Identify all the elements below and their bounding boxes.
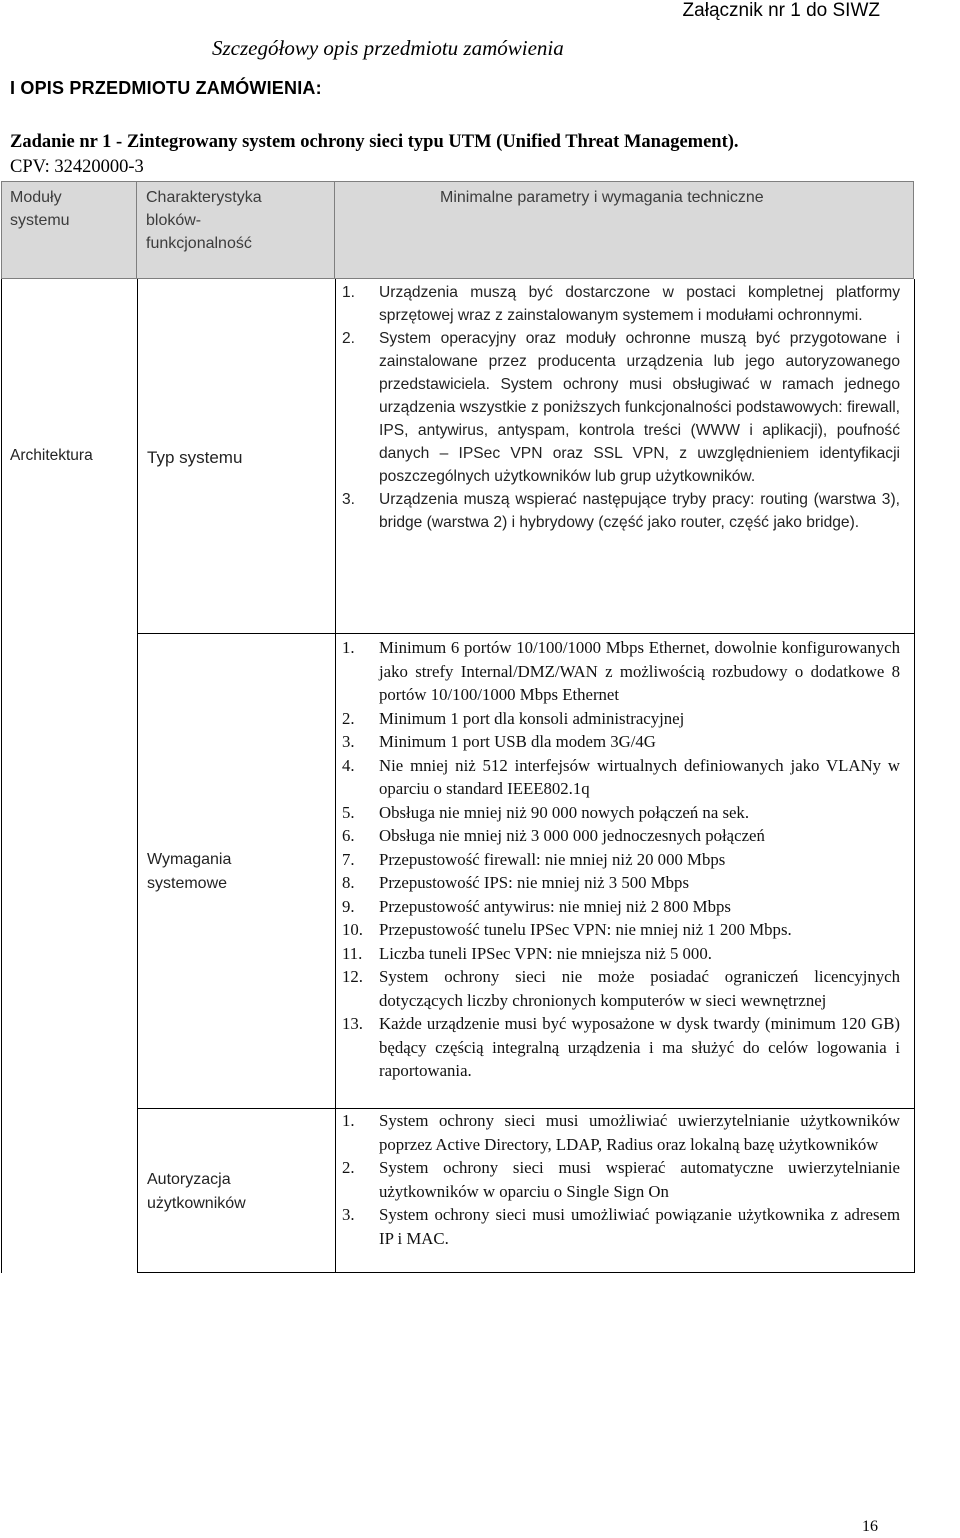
item-number: 6. (342, 826, 355, 845)
item-text: System operacyjny oraz moduły ochronne muszą być przygotowane i zainstalowane przez producenta urządzenia lub jego autoryzowanego przedstawiciela. System ochrony musi obsługiwać w ramach jednego urządzenia wszystkie z poniższych funkcjonalności podstawowych: firewall, IPS, antywirus, antyspam, kontrola treści (WWW i aplikacji), poufność danych – IPSec VPN oraz SSL VPN, z uwzględnieniem identyfikacji poszczególnych użytkowników lub grup użytkowników. (379, 330, 900, 485)
item-number: 2. (342, 708, 355, 728)
item-number: 1. (342, 1111, 355, 1130)
list-item (342, 918, 900, 942)
list-item (342, 942, 900, 966)
item-text: Obsługa nie mniej niż 90 000 nowych połączeń na sek. (379, 802, 750, 822)
list-item (342, 801, 900, 825)
item-text: System ochrony sieci musi wspierać automatyczne uwierzytelnianie użytkowników w oparciu o Single Sign On (379, 1158, 900, 1201)
item-text: Przepustowość IPS: nie mniej niż 3 500 Mbps (379, 873, 689, 892)
list-item (342, 1109, 900, 1156)
block-user-authorization: Autoryzacja użytkowników (147, 1171, 246, 1212)
list-item (342, 824, 900, 848)
item-text: System ochrony sieci musi umożliwiać uwierzytelnianie użytkowników poprzez Active Directory, LDAP, Radius oraz lokalną bazę użytkowników (379, 1111, 900, 1154)
list-item (342, 327, 900, 488)
item-text: Obsługa nie mniej niż 3 000 000 jednoczesnych połączeń (379, 826, 765, 845)
header-divider (334, 181, 335, 279)
item-number: 3. (342, 491, 356, 508)
list-item (342, 707, 900, 731)
document-title: Szczegółowy opis przedmiotu zamówienia (212, 36, 564, 60)
list-item (342, 1203, 900, 1250)
list-item (342, 1012, 900, 1083)
item-text: Każde urządzenie musi być wyposażone w dysk twardy (minimum 120 GB) będący częścią integralną urządzenia i ma służyć do celów logowania i raportowania. (379, 1014, 900, 1080)
list-item (342, 871, 900, 895)
item-number: 1. (342, 638, 355, 657)
item-text: Urządzenia muszą być dostarczone w postaci kompletnej platformy sprzętowej wraz z zainstalowanym systemem i modułami ochronnymi. (379, 284, 900, 324)
item-number: 3. (342, 1205, 355, 1224)
item-number: 2. (342, 1158, 355, 1177)
task-title: Zadanie nr 1 - Zintegrowany system ochrony sieci typu UTM (Unified Threat Management). (10, 132, 739, 152)
header-characteristics: Charakterystyka bloków-funkcjonalność (146, 189, 262, 252)
list-item (342, 281, 900, 327)
item-number: 7. (342, 849, 355, 869)
section-title: I OPIS PRZEDMIOTU ZAMÓWIENIA: (10, 78, 322, 98)
item-text: Minimum 1 port USB dla modem 3G/4G (379, 732, 656, 751)
item-text: Przepustowość firewall: nie mniej niż 20 000 Mbps (379, 849, 726, 869)
item-number: 9. (342, 896, 355, 916)
header-parameters: Minimalne parametry i wymagania techniczne (440, 189, 764, 206)
item-number: 11. (342, 943, 363, 963)
table-border-left (1, 279, 2, 1273)
item-number: 8. (342, 873, 355, 892)
module-architecture: Architektura (10, 447, 93, 464)
item-number: 5. (342, 802, 355, 822)
table-divider (335, 279, 336, 1273)
table-divider (137, 279, 138, 1273)
item-text: Przepustowość antywirus: nie mniej niż 2 800 Mbps (379, 896, 731, 916)
item-text: Nie mniej niż 512 interfejsów wirtualnych definiowanych jako VLANy w oparciu o standard IEEE802.1q (379, 755, 900, 798)
list-item (342, 965, 900, 1012)
item-text: Minimum 6 portów 10/100/1000 Mbps Ethernet, dowolnie konfigurowanych jako strefy Internal/DMZ/WAN z możliwością rozbudowy o dodatkowe 8 portów 10/100/1000 Mbps Ethernet (379, 638, 900, 704)
header-divider (136, 181, 137, 279)
annex-label: Załącznik nr 1 do SIWZ (682, 0, 880, 21)
item-text: Urządzenia muszą wspierać następujące tryby pracy: routing (warstwa 3), bridge (warstwa 2) i hybrydowy (część jako router, część jako bridge). (379, 491, 900, 531)
item-text: Liczba tuneli IPSec VPN: nie mniejsza niż 5 000. (379, 943, 712, 963)
item-text: System ochrony sieci nie może posiadać ograniczeń licencyjnych dotyczących liczby chronionych komputerów w sieci wewnętrznej (379, 967, 900, 1010)
list-item (342, 895, 900, 919)
item-number: 12. (342, 967, 363, 986)
user-authorization-list (342, 1109, 900, 1250)
list-item (342, 488, 900, 534)
item-number: 10. (342, 920, 363, 939)
item-number: 13. (342, 1014, 363, 1033)
list-item (342, 1156, 900, 1203)
cpv-code: CPV: 32420000-3 (10, 157, 144, 177)
header-modules: Moduły systemu (10, 189, 70, 229)
page-number: 16 (862, 1518, 878, 1535)
block-system-type: Typ systemu (147, 448, 243, 467)
item-text: System ochrony sieci musi umożliwiać powiązanie użytkownika z adresem IP i MAC. (379, 1205, 900, 1248)
item-number: 2. (342, 330, 356, 347)
item-number: 3. (342, 732, 355, 751)
list-item (342, 636, 900, 707)
item-number: 4. (342, 755, 355, 775)
list-item (342, 730, 900, 754)
item-number: 1. (342, 284, 356, 301)
system-type-list (342, 281, 900, 534)
table-border-bottom (137, 1272, 915, 1273)
list-item (342, 754, 900, 801)
list-item (342, 848, 900, 872)
block-system-requirements: Wymagania systemowe (147, 851, 232, 892)
item-text: Przepustowość tunelu IPSec VPN: nie mniej niż 1 200 Mbps. (379, 920, 792, 939)
system-requirements-list (342, 636, 900, 1083)
table-border-right (914, 279, 915, 1273)
item-text: Minimum 1 port dla konsoli administracyjnej (379, 708, 685, 728)
row-divider (137, 633, 915, 634)
